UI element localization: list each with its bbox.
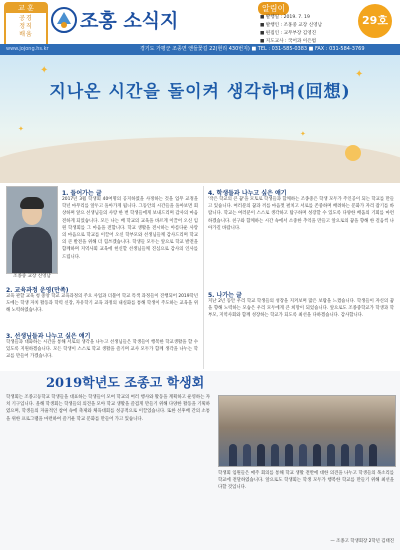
student-council-body-right: 학생회 임원들은 매주 회의를 통해 학교 생활 전반에 대한 의견을 나누고 학생들의 목소리를 학교에 전달하였습니다. 앞으로도 학생회는 학생 모두가 행복한 학교를 만들기 위해 최선을 다할 것입니다. xyxy=(218,471,394,491)
article2-body: 교육 관할 교육 청 중앙 학교 교육과정의 주요 사업과 더불어 학교 특색 과정들이 진행되어 2019학년도에는 학생 자치 활동과 학력 신장, 자유학기 교육 과정의 내실화를 통해 학생이 주도하는 교육을 위해 노력하였습니다. xyxy=(6,294,198,314)
star-icon: ✦ xyxy=(300,130,306,138)
newsletter-title: 조홍 소식지 xyxy=(80,10,179,32)
photo-person xyxy=(257,444,265,466)
star-icon: ✦ xyxy=(40,65,49,76)
article3-heading: 3. 선생님들과 나누고 싶은 얘기 xyxy=(6,333,91,340)
label-tag: 알림이 xyxy=(258,2,289,15)
photo-person xyxy=(369,444,377,466)
student-council-photo xyxy=(218,395,396,467)
student-council-sign: — 조종고 학생회장 2학년 김태진 xyxy=(330,539,394,544)
school-contact: 경기도 가평군 조종면 앤들꽃길 22(현리 430번지) ■ TEL : 031-585-0383 ■ FAX : 031-584-3769 xyxy=(140,46,365,52)
article2-heading: 2. 교육과정 운영(만족) xyxy=(6,287,69,294)
issue-number-badge: 29호 xyxy=(358,4,392,38)
photo-person xyxy=(313,444,321,466)
photo-person xyxy=(327,444,335,466)
info-line: ■ 발행일 : 2019. 7. 19 xyxy=(260,15,310,20)
photo-person xyxy=(285,444,293,466)
publication-info xyxy=(260,14,322,46)
star-icon: ✦ xyxy=(355,69,364,80)
motto-line: 공경 xyxy=(19,15,33,22)
photo-person xyxy=(299,444,307,466)
student-council-body-left: 학생회는 조종고등학교 학생들을 대표하는 학생들이 모여 학교의 여러 행사와 활동을 계획하고 운영하는 자치 기구입니다. 올해 학생회는 학생들의 의견을 모아 학교 생활을 즐겁게 만들기 위해 다양한 활동을 기획하였으며, 학생들의 자율적인 참여 속에 축제와 체육대회를 성공적으로 이끌었습니다. 또한 선후배 간의 소통을 위한 프로그램을 마련하여 즐거운 학교 문화를 만들어 가고 있습니다. xyxy=(6,395,210,422)
article5-heading: 5. 나가는 글 xyxy=(208,292,242,299)
column-divider xyxy=(203,186,204,369)
article1-heading: 1. 들어가는 글 xyxy=(62,190,102,197)
photo-person xyxy=(229,444,237,466)
school-motto-badge xyxy=(4,2,48,48)
motto-lines xyxy=(6,13,46,39)
headline: 지나온 시간을 돌이켜 생각하며(回想) xyxy=(49,82,351,102)
banner-hill xyxy=(0,137,400,183)
sun-icon xyxy=(345,145,361,161)
info-line: ■ 지도교사 : 국어과 이은범 xyxy=(260,39,317,44)
school-website-link[interactable]: www.jojong.hs.kr xyxy=(6,46,49,52)
star-icon: ✦ xyxy=(18,125,24,133)
photo-person xyxy=(243,444,251,466)
article5-body: 지난 2년 동안 우리 학교 학생들의 성장을 지켜보며 많은 보람을 느꼈습니다. 학생들이 자신의 꿈을 향해 노력하는 모습은 우리 모두에게 큰 희망이 되었습니다. 앞으로도 조종중학교가 학생과 학부모, 지역사회와 함께 성장하는 학교가 되도록 최선을 다하겠습니다. 감사합니다. xyxy=(208,299,394,319)
header xyxy=(0,0,400,44)
info-line: ■ 발행인 : 조홍중 교장 신영남 xyxy=(260,23,323,28)
article4-body: '작은 학교의 큰 꿈'을 모토로 학생들과 함께하는 조종중은 학생 모두가 주인공이 되는 학교를 만들고 있습니다. 여러분의 꿈과 끼를 마음껏 펼치고 서로를 존중하며 배려하는 문화가 자리 잡기를 바랍니다. 학교는 여러분이 스스로 생각하고 탐구하며 성장할 수 있도록 다양한 배움의 기회를 마련하겠습니다. 친구와 함께하는 시간 속에서 소중한 추억을 만들고 앞으로의 꿈을 향해 한 걸음씩 나아가길 바랍니다. xyxy=(208,197,394,231)
principal-photo xyxy=(6,186,58,274)
headline-banner xyxy=(0,55,400,183)
info-line: ■ 편집인 : 교무부장 김영진 xyxy=(260,31,317,36)
school-logo-icon xyxy=(50,6,78,34)
article4-heading: 4. 학생들과 나누고 싶은 얘기 xyxy=(208,190,287,197)
photo-person xyxy=(341,444,349,466)
photo-hair xyxy=(20,197,44,209)
photo-person xyxy=(271,444,279,466)
student-council-title: 2019학년도 조종고 학생회 xyxy=(46,376,205,391)
photo-caption: 조종중 교장 신영남 xyxy=(13,274,51,279)
motto-line: 배움 xyxy=(19,31,33,38)
article1-body: 2017년 3월 학생회 40여명의 공지하였을 사정하는 것을 업무 교정을 학년 마무리를 앞두고 돌아가게 됩니다. 그동안의 시간들을 돌아보면 회상하며 앞으 선생님들의 사랑 한 번 학생들에게 보내드리며 감사의 마음 전하게 되었습니다. 모든 나는 배 학교의 교육을 바르게 이끌어 오신 임원 학생회를 그 마음을 전합니다. 학교 생활을 전시하는 아름다운 사랑의 마음으로 학교를 이끌어 오신 학부모와 선생님들께 감사드리며 학교의 큰 발전을 위해 더 힘쓰겠습니다. 학생들 모두는 앞으로 학교 발전을 함께하며 지역사회 교육에 헌신할 선생님들께 진심으로 감사의 인사를 드립니다. xyxy=(62,197,198,260)
article3-body: 학생들과 대화하는 시간을 통해 서로의 생각을 나누고 선생님들은 학생들이 행복한 학교생활을 할 수 있도록 지원하겠습니다. 모든 학생이 스스로 학교 생활을 즐기며 교사 모두가 함께 생각을 나누는 학교를 만들어 가겠습니다. xyxy=(6,340,198,360)
motto-title: 교 훈 xyxy=(6,4,46,13)
motto-line: 정직 xyxy=(19,23,33,30)
address-bar xyxy=(0,44,400,55)
photo-person xyxy=(355,444,363,466)
photo-suit xyxy=(12,227,52,273)
